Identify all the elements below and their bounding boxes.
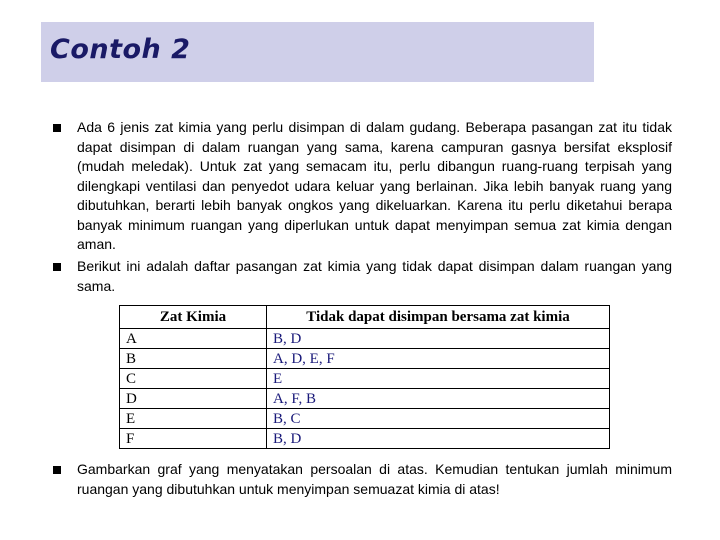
- table-row: [120, 329, 610, 349]
- table-cell: A, D, E, F: [267, 349, 610, 369]
- column-header: Tidak dapat disimpan bersama zat kimia: [267, 306, 610, 329]
- chemical-table: [119, 305, 610, 449]
- table-row: [120, 389, 610, 409]
- table-cell: B, D: [267, 329, 610, 349]
- table-cell: C: [120, 369, 267, 389]
- table-cell: B, C: [267, 409, 610, 429]
- bullet-text-3: Gambarkan graf yang menyatakan persoalan di atas. Kemudian tentukan jumlah minimum ruangan yang dibutuhkan untuk menyimpan semuazat kimia di atas!: [77, 461, 672, 497]
- table-cell: A: [120, 329, 267, 349]
- column-header: Zat Kimia: [120, 306, 267, 329]
- table-cell: B: [120, 349, 267, 369]
- table-cell: F: [120, 429, 267, 449]
- table-cell: E: [267, 369, 610, 389]
- table-row: [120, 429, 610, 449]
- table-cell: B, D: [267, 429, 610, 449]
- title-bar: [41, 22, 594, 82]
- table-cell: A, F, B: [267, 389, 610, 409]
- bullet-marker: [53, 124, 61, 132]
- bullet-marker: [53, 466, 61, 474]
- table-cell: E: [120, 409, 267, 429]
- table-cell: D: [120, 389, 267, 409]
- slide-title: Contoh 2: [50, 34, 191, 65]
- bullet-marker: [53, 263, 61, 271]
- table-row: [120, 409, 610, 429]
- bullet-text-2: Berikut ini adalah daftar pasangan zat kimia yang tidak dapat disimpan dalam ruangan yang sama.: [77, 258, 672, 294]
- table-row: [120, 369, 610, 389]
- table-header-row: [120, 306, 610, 329]
- bullet-text-1: Ada 6 jenis zat kimia yang perlu disimpan di dalam gudang. Beberapa pasangan zat itu tidak dapat disimpan di dalam ruangan yang sama, karena campuran gasnya bersifat eksplosif (mudah meledak). Untuk zat yang semacam itu, perlu dibangun ruang-ruang terpisah yang dilengkapi ventilasi dan penyedot udara keluar yang berlainan. Jika lebih banyak ruang yang dibutuhkan, berarti lebih banyak ongkos yang dikeluarkan. Karena itu perlu diketahui berapa banyak minimum ruangan yang diperlukan untuk dapat menyimpan semua zat kimia dengan aman.: [77, 119, 672, 252]
- table-row: [120, 349, 610, 369]
